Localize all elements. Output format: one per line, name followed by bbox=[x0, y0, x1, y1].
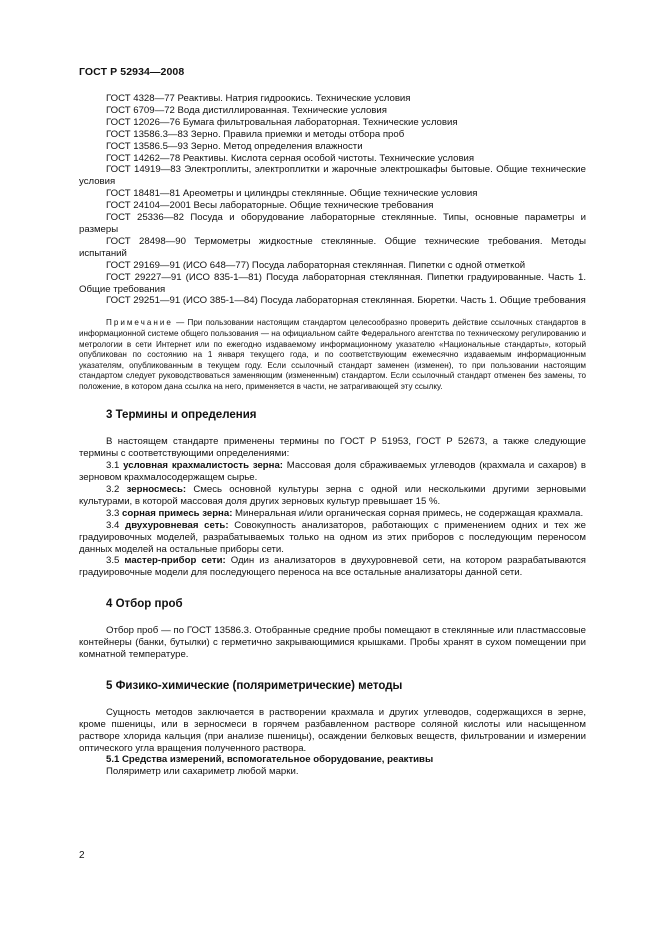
term-name: зерносмесь: bbox=[126, 484, 187, 495]
term-name: условная крахмалистость зерна: bbox=[123, 460, 283, 472]
references-list bbox=[79, 93, 586, 307]
reference-item: ГОСТ 6709—72 Вода дистиллированная. Технические условия bbox=[106, 104, 387, 116]
term-number: 3.5 bbox=[106, 555, 120, 567]
subsection-5-1-text: Поляриметр или сахариметр любой марки. bbox=[106, 766, 299, 778]
term-number: 3.2 bbox=[106, 484, 120, 495]
page-body bbox=[79, 93, 586, 778]
reference-item: ГОСТ 4328—77 Реактивы. Натрия гидроокись. Технические условия bbox=[106, 93, 411, 104]
document-code-header: ГОСТ Р 52934—2008 bbox=[79, 66, 185, 78]
section-3-intro: В настоящем стандарте применены термины по ГОСТ Р 51953, ГОСТ Р 52673, а также следующие термины с соответствующими определениями: bbox=[79, 436, 586, 460]
reference-item: ГОСТ 13586.5—93 Зерно. Метод определения влажности bbox=[106, 140, 363, 152]
reference-item: ГОСТ 12026—76 Бумага фильтровальная лабораторная. Технические условия bbox=[106, 116, 458, 128]
section-3-heading: 3 Термины и определения bbox=[106, 409, 257, 422]
section-5-text: Сущность методов заключается в растворении крахмала и других углеводов, содержащихся в зерне, кроме пшеницы, или в зерносмеси в горячем разбавленном растворе соляной кислоты или насыщенном растворе хлорида кальция (при анализе пшеницы), осаждении белковых веществ, фильтровании и измерении оптического угла вращения полученного раствора. bbox=[79, 706, 586, 754]
reference-item: ГОСТ 14919—83 Электроплиты, электроплитки и жарочные электрошкафы бытовые. Общие технические условия bbox=[79, 164, 586, 188]
section-4-text: Отбор проб — по ГОСТ 13586.3. Отобранные средние пробы помещают в стеклянные или пластмассовые контейнеры (банки, бутылки) с герметично закрывающимися крышками. Пробы хранят в сухом помещении при комнатной температуре. bbox=[79, 625, 586, 660]
term-definition bbox=[79, 460, 586, 484]
reference-item: ГОСТ 29227—91 (ИСО 835-1—81) Посуда лабораторная стеклянная. Пипетки градуированные. Часть 1. Общие требования bbox=[79, 271, 586, 295]
reference-item: ГОСТ 18481—81 Ареометры и цилиндры стеклянные. Общие технические условия bbox=[106, 188, 478, 200]
reference-item: ГОСТ 25336—82 Посуда и оборудование лабораторные стеклянные. Типы, основные параметры и размеры bbox=[79, 212, 586, 235]
term-def: Минеральная и/или органическая сорная примесь, не содержащая крахмала. bbox=[232, 507, 584, 519]
term-def: Массовая доля сбраживаемых углеводов (крахмала и сахаров) в зерновом крахмалосодержащем сырье. bbox=[79, 460, 586, 484]
page-number: 2 bbox=[79, 850, 85, 861]
note-text: — При пользовании настоящим стандартом целесообразно проверить действие ссылочных стандартов в информационной системе общего пользования — на официальном сайте Федерального агентства по техническому регулированию и метрологии в сети Интернет или по ежегодно издаваемому информационному указателю «Национальные стандарты», который опубликован по состоянию на 1 января текущего года, и по соответствующим ежемесячно издаваемым информационным указателям, опубликованным в текущем году. Если ссылочный стандарт заменен (изменен), то при пользовании настоящим стандартом следует руководствоваться заменяющим (измененным) стандартом. Если ссылочный стандарт отменен без замены, то положение, в котором дана ссылка на него, применяется в части, не затрагивающей эту ссылку. bbox=[79, 318, 586, 391]
term-definition bbox=[79, 484, 586, 508]
reference-item: ГОСТ 29251—91 (ИСО 385-1—84) Посуда лабораторная стеклянная. Бюретки. Часть 1. Общие требования bbox=[106, 295, 586, 307]
term-name: мастер-прибор сети: bbox=[124, 555, 226, 567]
subsection-5-1-heading: 5.1 Средства измерений, вспомогательное оборудование, реактивы bbox=[106, 754, 434, 766]
reference-item: ГОСТ 24104—2001 Весы лабораторные. Общие технические требования bbox=[106, 200, 434, 212]
reference-item: ГОСТ 14262—78 Реактивы. Кислота серная особой чистоты. Технические условия bbox=[106, 152, 475, 164]
note-paragraph bbox=[79, 318, 586, 392]
reference-item: ГОСТ 13586.3—83 Зерно. Правила приемки и методы отбора проб bbox=[106, 128, 405, 140]
note-label: Примечание bbox=[106, 318, 173, 328]
term-def: Один из анализаторов в двухуровневой сети, на котором разрабатываются градуировочные модели для последующего переноса на все остальные анализаторы данной сети. bbox=[79, 555, 587, 579]
section-5-heading: 5 Физико-химические (поляриметрические) методы bbox=[106, 679, 403, 692]
term-name: сорная примесь зерна: bbox=[122, 507, 233, 519]
term-number: 3.4 bbox=[106, 519, 120, 531]
term-definition bbox=[79, 508, 586, 520]
section-4-heading: 4 Отбор проб bbox=[106, 598, 183, 611]
term-definition bbox=[79, 555, 586, 579]
term-definition bbox=[79, 520, 586, 556]
term-number: 3.3 bbox=[106, 507, 120, 519]
term-name: двухуровневая сеть: bbox=[125, 519, 229, 531]
reference-item: ГОСТ 28498—90 Термометры жидкостные стеклянные. Общие технические требования. Методы испытаний bbox=[79, 235, 586, 259]
term-def: Совокупность анализаторов, работающих с применением одних и тех же градуировочных моделей, разрабатываемых только на одном из этих приборов с последующим переносом данных моделей на остальные приборы сети. bbox=[79, 519, 586, 555]
term-def: Смесь основной культуры зерна с одной или несколькими другими зерновыми культурами, в которой массовая доля других зерновых культур превышает 15 %. bbox=[79, 484, 586, 507]
term-number: 3.1 bbox=[106, 460, 120, 472]
reference-item: ГОСТ 29169—91 (ИСО 648—77) Посуда лабораторная стеклянная. Пипетки с одной отметкой bbox=[106, 259, 526, 271]
